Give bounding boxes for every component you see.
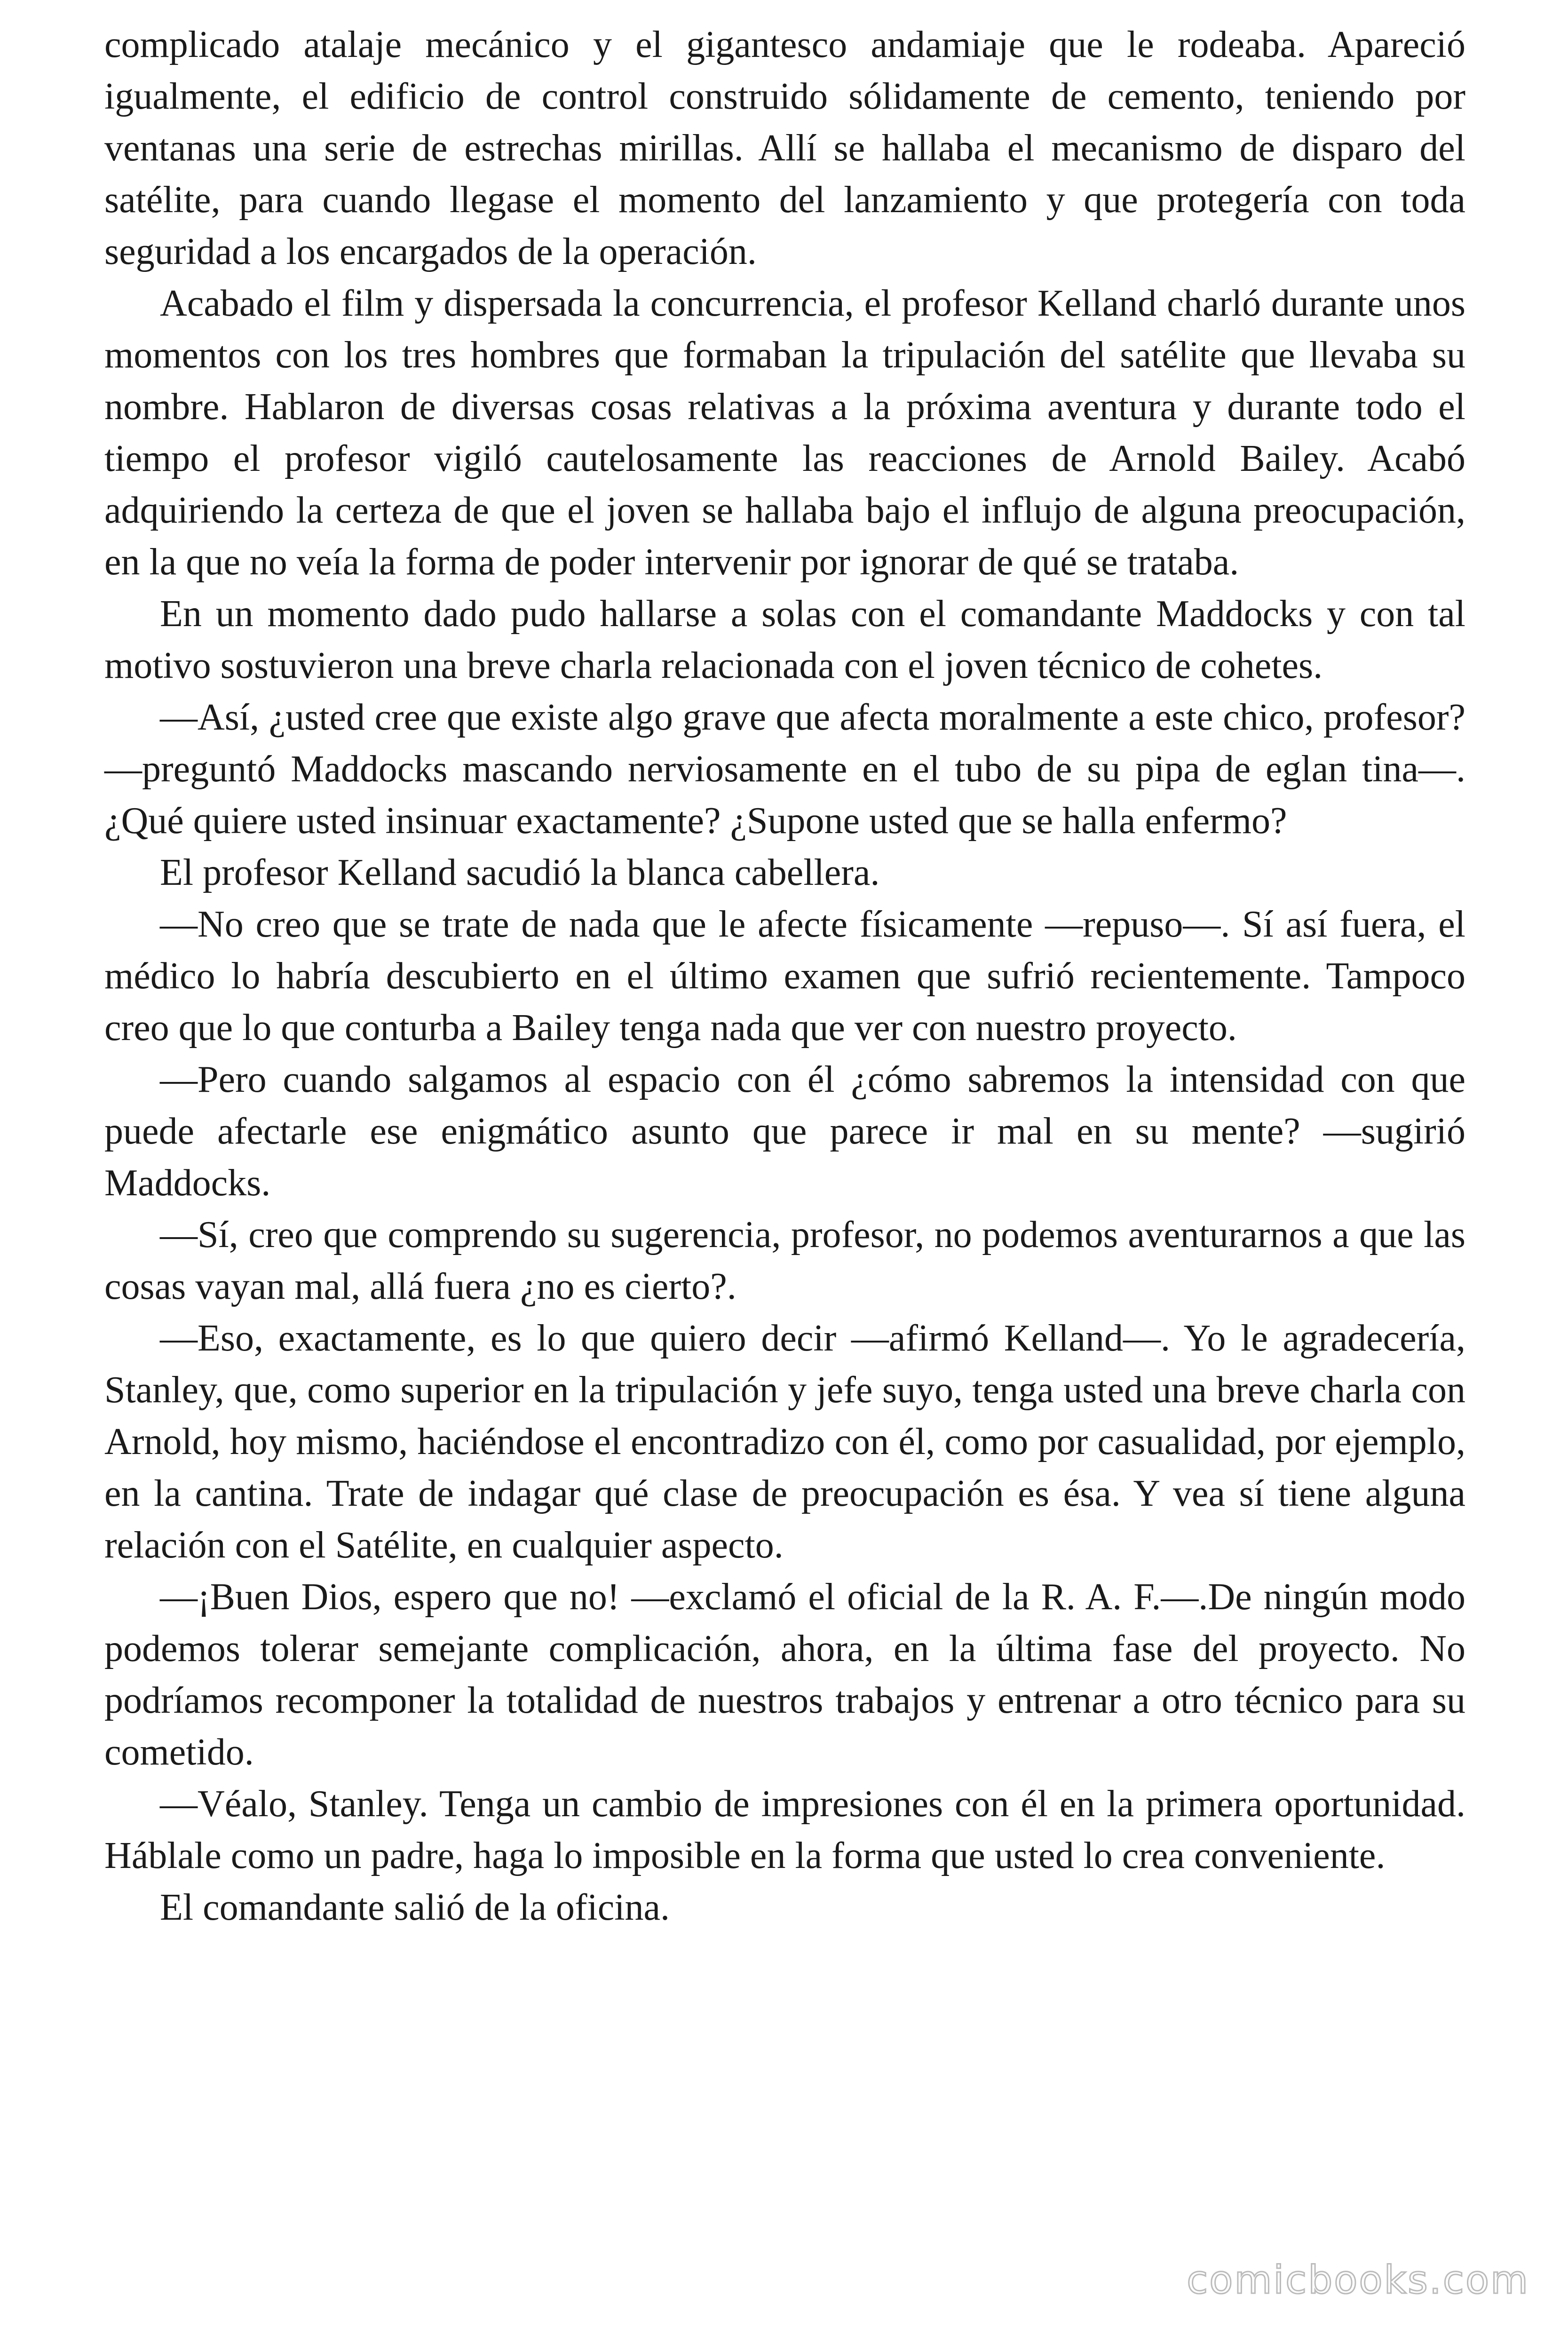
paragraph: —Sí, creo que comprendo su sugerencia, profesor, no podemos aventurarnos a que las cosas vayan mal, allá fuera ¿no es cierto?.	[104, 1214, 1465, 1307]
paragraph: En un momento dado pudo hallarse a solas con el comandante Maddocks y con tal motivo sostuvieron una breve charla relacionada con el joven técnico de cohetes.	[104, 593, 1465, 686]
paragraph: El profesor Kelland sacudió la blanca cabellera.	[160, 852, 880, 893]
watermark: comicbooks.com	[1187, 2258, 1529, 2303]
page-text	[104, 19, 1465, 1933]
paragraph: —Pero cuando salgamos al espacio con él ¿cómo sabremos la intensidad con que puede afectarle ese enigmático asunto que parece ir mal en su mente? —sugirió Maddocks.	[104, 1059, 1465, 1204]
paragraph: —Eso, exactamente, es lo que quiero decir —afirmó Kelland—. Yo le agradecería, Stanley, que, como superior en la tripulación y jefe suyo, tenga usted una breve charla con Arnold, hoy mismo, haciéndose el encontradizo con él, como por casualidad, por ejemplo, en la cantina. Trate de indagar qué clase de preocupación es ésa. Y vea sí tiene alguna relación con el Satélite, en cualquier aspecto.	[104, 1318, 1465, 1566]
paragraph: —Así, ¿usted cree que existe algo grave que afecta moralmente a este chico, profesor? —preguntó Maddocks mascando nerviosamente en el tubo de su pipa de eglan tina—. ¿Qué quiere usted insinuar exactamente? ¿Supone usted que se halla enfermo?	[104, 697, 1465, 842]
paragraph: Acabado el film y dispersada la concurrencia, el profesor Kelland charló durante unos momentos con los tres hombres que formaban la tripulación del satélite que llevaba su nombre. Hablaron de diversas cosas relativas a la próxima aventura y durante todo el tiempo el profesor vigiló cautelosamente las reacciones de Arnold Bailey. Acabó adquiriendo la certeza de que el joven se hallaba bajo el influjo de alguna preocupación, en la que no veía la forma de poder intervenir por ignorar de qué se trataba.	[104, 283, 1465, 583]
paragraph: El comandante salió de la oficina.	[160, 1887, 670, 1928]
paragraph: —No creo que se trate de nada que le afecte físicamente —repuso—. Sí así fuera, el médico lo habría descubierto en el último examen que sufrió recientemente. Tampoco creo que lo que conturba a Bailey tenga nada que ver con nuestro proyecto.	[104, 904, 1465, 1049]
paragraph: complicado atalaje mecánico y el gigantesco andamiaje que le rodeaba. Apareció igualmente, el edificio de control construido sólidamente de cemento, teniendo por ventanas una serie de estrechas mirillas. Allí se hallaba el mecanismo de disparo del satélite, para cuando llegase el momento del lanzamiento y que protegería con toda seguridad a los encargados de la operación.	[104, 24, 1465, 272]
paragraph: —¡Buen Dios, espero que no! —exclamó el oficial de la R. A. F.—.De ningún modo podemos tolerar semejante complicación, ahora, en la última fase del proyecto. No podríamos recomponer la totalidad de nuestros trabajos y entrenar a otro técnico para su cometido.	[104, 1576, 1465, 1773]
paragraph: —Véalo, Stanley. Tenga un cambio de impresiones con él en la primera oportunidad. Háblale como un padre, haga lo imposible en la forma que usted lo crea conveniente.	[104, 1783, 1465, 1876]
